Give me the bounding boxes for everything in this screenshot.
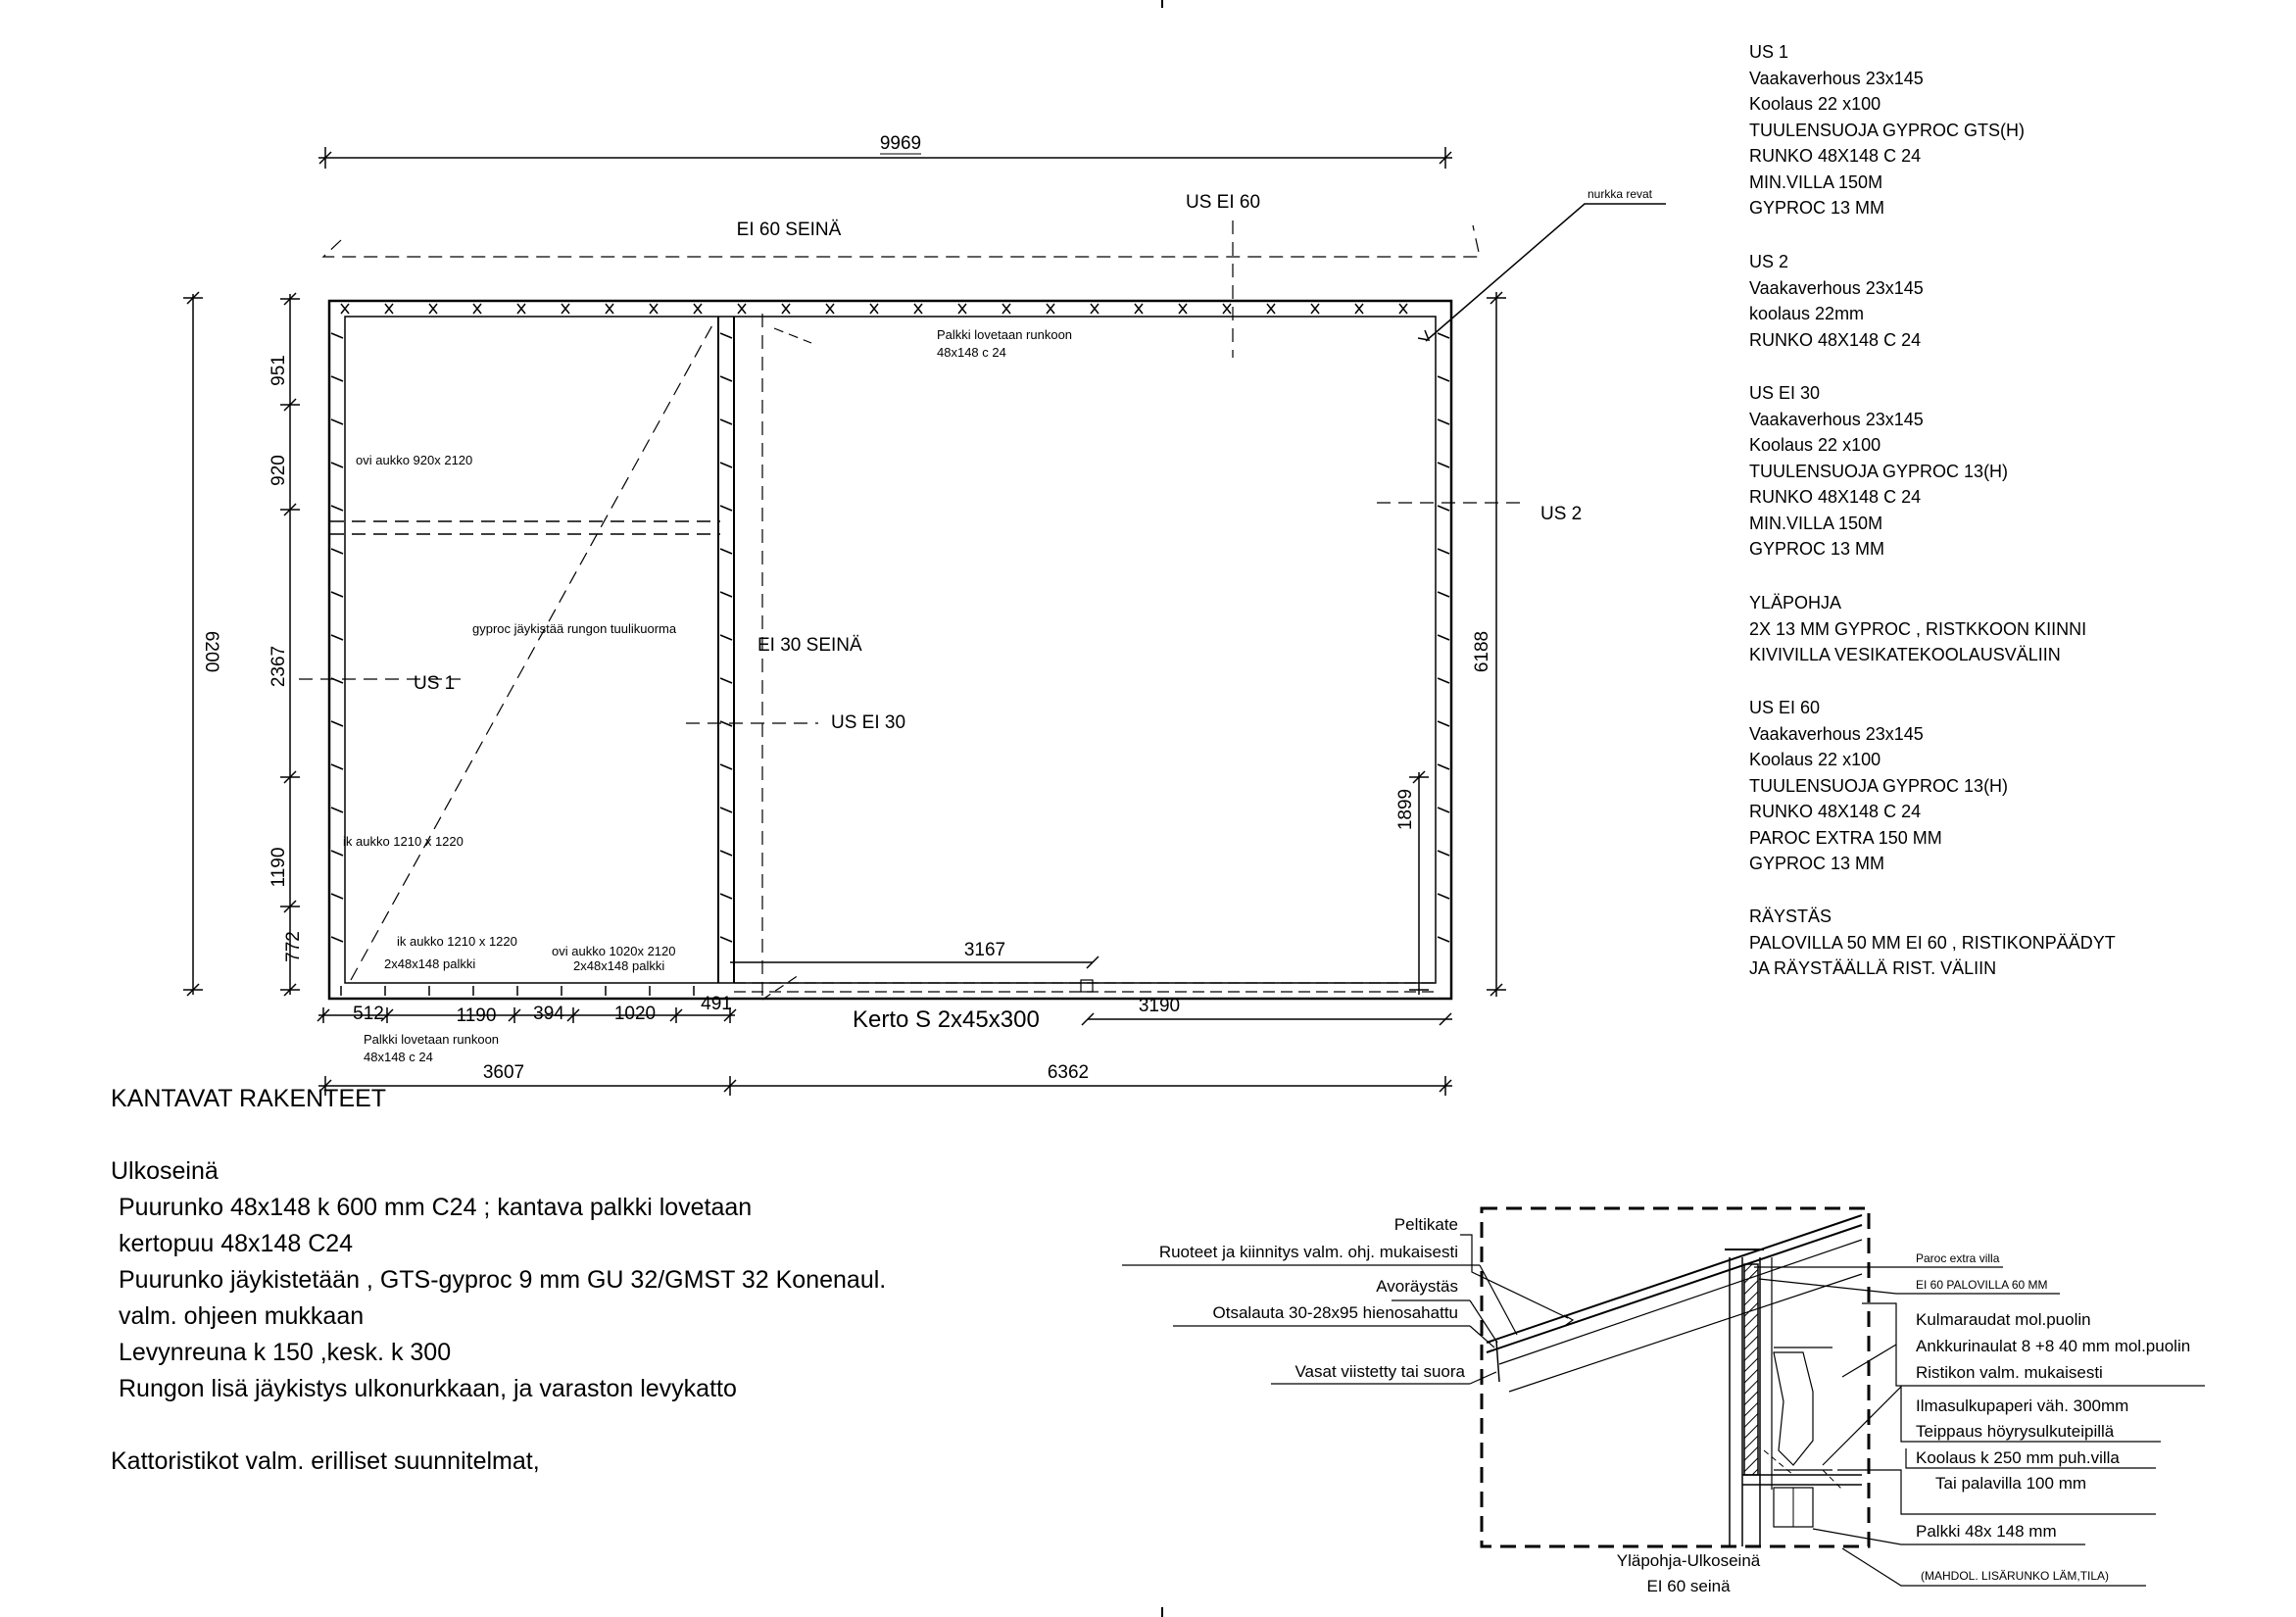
- spec-line: TUULENSUOJA GYPROC 13(H): [1749, 461, 2009, 481]
- notes-line: Puurunko jäykistetään , GTS-gyproc 9 mm GU 32/GMST 32 Konenaul.: [119, 1266, 887, 1294]
- detail-paroc: Paroc extra villa: [1916, 1251, 2000, 1265]
- spec-line: GYPROC 13 MM: [1749, 539, 1885, 559]
- spec-line: RUNKO 48X148 C 24: [1749, 329, 1922, 350]
- detail-palkki: Palkki 48x 148 mm: [1916, 1522, 2057, 1541]
- stud-mark: [720, 376, 732, 381]
- spec-title: YLÄPOHJA: [1749, 593, 1842, 612]
- spec-line: Koolaus 22 x100: [1749, 750, 1881, 769]
- stud-mark: [720, 635, 732, 640]
- dim-overall-top: 9969: [879, 133, 922, 154]
- label-palkki-2x-b: 2x48x148 palkki: [573, 958, 665, 973]
- label-palkki-top-2: 48x148 c 24: [937, 345, 1006, 360]
- post-marker: [1081, 980, 1093, 992]
- spec-line: KIVIVILLA VESIKATEKOOLAUSVÄLIIN: [1749, 645, 2061, 664]
- stud-mark: [331, 764, 343, 769]
- detail-caption-2: EI 60 seinä: [1646, 1577, 1731, 1595]
- notes-line: kertopuu 48x148 C24: [119, 1230, 354, 1257]
- dim-1190v: 1190: [269, 847, 289, 888]
- label-kerto: Kerto S 2x45x300: [853, 1006, 1040, 1033]
- stud-mark: [720, 592, 732, 597]
- dim-3190: 3190: [1138, 996, 1181, 1016]
- dim-3607: 3607: [482, 1062, 525, 1083]
- stud-mark: [1438, 721, 1449, 726]
- detail-ankkurinaulat: Ankkurinaulat 8 +8 40 mm mol.puolin: [1916, 1337, 2191, 1355]
- stud-mark: [720, 894, 732, 899]
- stud-mark: [1438, 764, 1449, 769]
- stud-mark: [331, 376, 343, 381]
- stud-mark: [720, 463, 732, 467]
- detail-palavilla: Tai palavilla 100 mm: [1935, 1474, 2087, 1493]
- stud-mark: [331, 808, 343, 812]
- beam-dashed-top: [774, 328, 811, 343]
- label-ik-aukko-a: ik aukko 1210 x 1220: [343, 834, 464, 849]
- stud-mark: [1438, 808, 1449, 812]
- spec-line: MIN.VILLA 150M: [1749, 172, 1883, 192]
- spec-line: TUULENSUOJA GYPROC 13(H): [1749, 775, 2009, 796]
- spec-line: Vaakaverhous 23x145: [1749, 723, 1924, 744]
- dim-3167: 3167: [963, 940, 1006, 960]
- interior-wall-studs: [720, 333, 732, 942]
- label-ei30-seina: EI 30 SEINÄ: [757, 635, 862, 656]
- stud-mark: [331, 937, 343, 942]
- stud-mark: [1438, 506, 1449, 511]
- stud-mark: [331, 894, 343, 899]
- stud-mark: [331, 419, 343, 424]
- dim-6362: 6362: [1047, 1062, 1090, 1083]
- beam-dashed-diag: [762, 975, 799, 1000]
- detail-peltikate: Peltikate: [1393, 1215, 1458, 1234]
- dim-2367: 2367: [269, 645, 289, 688]
- dimensions: [183, 147, 1506, 1096]
- stud-mark: [720, 506, 732, 511]
- spec-raystas: [1749, 904, 2116, 982]
- plan-labels: [343, 187, 1653, 1064]
- spec-line: GYPROC 13 MM: [1749, 854, 1885, 873]
- stud-mark: [1438, 592, 1449, 597]
- spec-line: Vaakaverhous 23x145: [1749, 68, 1924, 88]
- stud-mark: [331, 549, 343, 554]
- spec-line: RUNKO 48X148 C 24: [1749, 487, 1922, 507]
- dim-491: 491: [701, 994, 732, 1014]
- dim-1190: 1190: [456, 1005, 497, 1026]
- dim-920: 920: [269, 455, 289, 486]
- dim-512: 512: [353, 1004, 384, 1024]
- stud-mark: [720, 678, 732, 683]
- left-wall-studs: [331, 333, 343, 942]
- bottom-wall-studs: [341, 986, 694, 996]
- detail-avoraystas: Avoräystäs: [1376, 1277, 1458, 1296]
- spec-line: RUNKO 48X148 C 24: [1749, 146, 1922, 166]
- spec-line: RUNKO 48X148 C 24: [1749, 802, 1922, 821]
- stud-mark: [331, 851, 343, 856]
- spec-ylapohja: [1749, 590, 2086, 668]
- label-us-ei30: US EI 30: [831, 712, 906, 733]
- stud-mark: [331, 592, 343, 597]
- detail-koolaus: Koolaus k 250 mm puh.villa: [1916, 1448, 2120, 1467]
- label-palkki-bot-2: 48x148 c 24: [364, 1050, 433, 1064]
- ei60-wall-bracket: [323, 225, 1480, 257]
- outer-wall-outer: [329, 301, 1451, 999]
- stud-mark: [1438, 635, 1449, 640]
- stud-mark: [1438, 549, 1449, 554]
- stud-mark: [1438, 419, 1449, 424]
- stud-mark: [720, 851, 732, 856]
- spec-title: US EI 30: [1749, 383, 1821, 403]
- label-palkki-2x-a: 2x48x148 palkki: [384, 956, 476, 971]
- spec-title: RÄYSTÄS: [1749, 906, 1832, 926]
- dim-772: 772: [283, 931, 304, 962]
- detail-teippaus: Teippaus höyrysulkuteipillä: [1916, 1422, 2115, 1441]
- label-nurkka: nurkka revat: [1587, 187, 1653, 201]
- nurkka-leader: [1426, 204, 1666, 341]
- spec-line: 2X 13 MM GYPROC , RISTKKOON KIINNI: [1749, 618, 2087, 639]
- detail-otsalauta: Otsalauta 30-28x95 hienosahattu: [1212, 1303, 1458, 1322]
- nurkka-arrow: [1418, 330, 1429, 340]
- detail-ei60-palovilla: EI 60 PALOVILLA 60 MM: [1916, 1278, 2048, 1292]
- label-ik-aukko-b: ik aukko 1210 x 1220: [397, 934, 517, 949]
- label-gyproc: gyproc jäykistää rungon tuulikuorma: [472, 621, 677, 636]
- spec-line: Vaakaverhous 23x145: [1749, 409, 1924, 429]
- stud-mark: [1438, 851, 1449, 856]
- stud-mark: [1438, 463, 1449, 467]
- right-wall-studs: [1438, 333, 1449, 942]
- notes-line: Rungon lisä jäykistys ulkonurkkaan, ja varaston levykatto: [119, 1375, 737, 1402]
- top-wall-studs: [341, 304, 1407, 314]
- stud-mark: [1438, 333, 1449, 338]
- stud-mark: [720, 549, 732, 554]
- label-us-ei60: US EI 60: [1185, 192, 1261, 213]
- spec-title: US EI 60: [1749, 698, 1821, 717]
- detail-vasat: Vasat viistetty tai suora: [1295, 1362, 1465, 1381]
- spec-line: Koolaus 22 x100: [1749, 94, 1881, 114]
- spec-us1: [1749, 39, 2025, 221]
- dim-394: 394: [533, 1004, 564, 1024]
- stud-mark: [720, 419, 732, 424]
- spec-line: MIN.VILLA 150M: [1749, 513, 1883, 533]
- dim-right-height: 6188: [1472, 630, 1492, 673]
- dim-1020: 1020: [613, 1004, 657, 1024]
- floor-plan: [299, 204, 1666, 1000]
- stud-mark: [1438, 678, 1449, 683]
- label-us2: US 2: [1540, 504, 1583, 524]
- detail-ruoteet: Ruoteet ja kiinnitys valm. ohj. mukaisesti: [1158, 1243, 1458, 1261]
- stud-mark: [1438, 376, 1449, 381]
- spec-line: TUULENSUOJA GYPROC GTS(H): [1749, 120, 2026, 140]
- label-palkki-top-1: Palkki lovetaan runkoon: [937, 327, 1073, 342]
- stud-mark: [1438, 937, 1449, 942]
- spec-line: Vaakaverhous 23x145: [1749, 277, 1924, 298]
- spec-line: JA RÄYSTÄÄLLÄ RIST. VÄLIIN: [1749, 958, 1997, 978]
- detail-ilmasulku: Ilmasulkupaperi väh. 300mm: [1916, 1396, 2129, 1415]
- dim-overall-left: 6200: [201, 630, 221, 673]
- detail-kulmaraudat: Kulmaraudat mol.puolin: [1916, 1310, 2091, 1329]
- stud-mark: [331, 333, 343, 338]
- detail-mahdol: (MAHDOL. LISÄRUNKO LÄM,TILA): [1921, 1569, 2110, 1583]
- notes-subheading: Ulkoseinä: [111, 1157, 219, 1185]
- detail-ristikon: Ristikon valm. mukaisesti: [1916, 1363, 2103, 1382]
- notes-footer: Kattoristikot valm. erilliset suunnitelmat,: [111, 1447, 540, 1475]
- spec-line: Koolaus 22 x100: [1749, 435, 1881, 455]
- stud-mark: [331, 635, 343, 640]
- spec-title: US 1: [1749, 42, 1789, 62]
- stud-mark: [720, 764, 732, 769]
- stud-mark: [331, 506, 343, 511]
- stud-mark: [720, 937, 732, 942]
- dim-1899: 1899: [1395, 788, 1416, 831]
- spec-line: koolaus 22mm: [1749, 304, 1865, 323]
- spec-us-ei30: [1749, 380, 2008, 563]
- spec-title: US 2: [1749, 252, 1789, 271]
- notes-line: valm. ohjeen mukkaan: [119, 1302, 365, 1330]
- detail-labels: [1159, 1215, 2190, 1595]
- notes-line: Puurunko 48x148 k 600 mm C24 ; kantava palkki lovetaan: [119, 1194, 753, 1221]
- spec-line: PAROC EXTRA 150 MM: [1749, 827, 1942, 848]
- label-palkki-bot-1: Palkki lovetaan runkoon: [364, 1032, 500, 1047]
- notes-heading: KANTAVAT RAKENTEET: [111, 1085, 387, 1112]
- label-ovi-aukko-b: ovi aukko 1020x 2120: [552, 944, 676, 958]
- label-ei60-seina: EI 60 SEINÄ: [736, 220, 842, 240]
- spec-line: GYPROC 13 MM: [1749, 198, 1885, 218]
- spec-line: PALOVILLA 50 MM EI 60 , RISTIKONPÄÄDYT: [1749, 932, 2116, 953]
- detail-frame: [1482, 1208, 1869, 1546]
- spec-us-ei60: [1749, 695, 2008, 877]
- stud-mark: [720, 808, 732, 812]
- spec-us2: [1749, 249, 1924, 353]
- outer-wall-inner: [345, 317, 1436, 983]
- stud-mark: [331, 721, 343, 726]
- detail-caption-1: Yläpohja-Ulkoseinä: [1616, 1551, 1761, 1570]
- stud-mark: [331, 463, 343, 467]
- stud-mark: [1438, 894, 1449, 899]
- notes-line: Levynreuna k 150 ,kesk. k 300: [119, 1339, 452, 1366]
- label-us1: US 1: [414, 673, 456, 694]
- structural-notes: [111, 1081, 886, 1480]
- dim-951: 951: [269, 355, 289, 386]
- stud-mark: [720, 333, 732, 338]
- label-ovi-aukko: ovi aukko 920x 2120: [356, 453, 473, 467]
- bracing-diagonal: [351, 323, 713, 980]
- dimension-labels: [201, 133, 1492, 1083]
